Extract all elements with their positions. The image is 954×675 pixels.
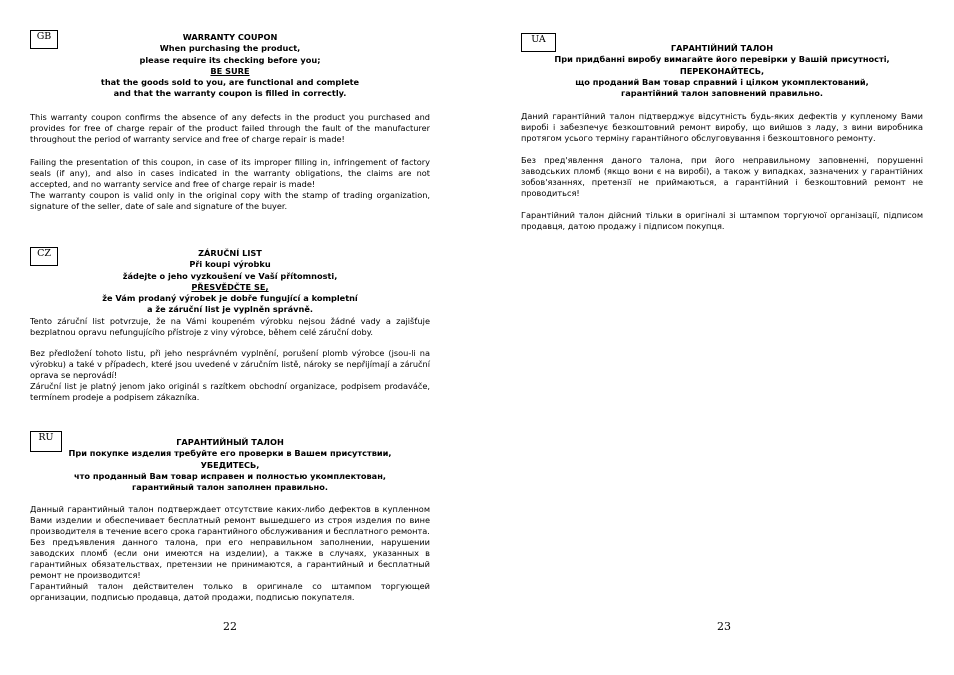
language-code-ru: RU xyxy=(30,431,62,452)
ru-heading-line: При покупке изделия требуйте его проверки в Вашем присутствии, xyxy=(68,448,392,459)
gb-heading-line: that the goods sold to you, are functional and complete xyxy=(100,77,360,88)
gb-heading-line: When purchasing the product, xyxy=(159,43,301,54)
ru-paragraph: Без предъявления данного талона, при его неправильном заполнении, нарушении заводских пломб (если они имеются на изделии), а также в случаях, указанных в гарантийных обязательствах, претензии не принимаются, а гарантийный и бесплатный ремонт не производится! xyxy=(30,537,430,581)
cz-heading xyxy=(30,247,430,316)
gb-title: WARRANTY COUPON xyxy=(182,32,278,42)
section-gb xyxy=(30,30,430,212)
ua-paragraph: Гарантійний талон дійсний тільки в оригіналі зі штампом торгуючої організації, підписом продавця, датою продажу і підписом покупця. xyxy=(521,210,923,232)
cz-heading-line: žádejte o jeho vyzkoušení ve Vaší přítomnosti, xyxy=(122,270,338,281)
cz-heading-line: že Vám prodaný výrobek je dobře fungující a kompletní xyxy=(102,293,358,304)
section-cz xyxy=(30,247,430,403)
gb-paragraph: Failing the presentation of this coupon, in case of its improper filling in, infringement of factory seals (if any), and also in cases indicated in the warranty obligations, the claims are not accepted, and no warranty service and free of charge repair is made! xyxy=(30,156,430,189)
cz-paragraph: Bez předložení tohoto listu, při jeho nesprávném vyplnění, porušení plomb výrobce (jsou-li na výrobku) a také v případech, které jsou uvedené v záručním listě, nároky se nepřijímají a záruční oprava se neprovádí! xyxy=(30,347,430,380)
ua-heading-line: ПЕРЕКОНАЙТЕСЬ, xyxy=(679,65,765,76)
ua-heading-line: При придбанні виробу вимагайте його перевірки у Вашій присутності, xyxy=(554,54,890,65)
gb-heading-line: and that the warranty coupon is filled in correctly. xyxy=(113,88,347,99)
language-code-ua: UA xyxy=(521,33,556,52)
section-ru xyxy=(30,431,430,603)
gb-heading-line: please require its checking before you; xyxy=(139,54,321,65)
ua-paragraph: Без пред'явлення даного талона, при його неправильному заповненні, порушенні заводських пломб (якщо вони є на виробі), а також у випадках, зазначених у гарантійних зобов'язаннях, претензії не приймаються, а гарантійний і безкоштовний ремонт не проводиться! xyxy=(521,155,923,199)
ua-heading-line: гарантійний талон заповнений правильно. xyxy=(621,88,823,99)
cz-heading-emphasis: PŘESVĚDČTE SE, xyxy=(191,281,269,292)
cz-paragraph: Tento záruční list potvrzuje, že na Vámi koupeném výrobku nejsou žádné vady a zajišťuje bezplatnou opravu nefungujícího přístroje z viny výrobce, během celé záruční doby. xyxy=(30,315,430,337)
cz-paragraph: Záruční list je platný jenom jako originál s razítkem obchodní organizace, podpisem prodaváče, termínem prodeje a podpisem zákazníka. xyxy=(30,380,430,402)
ru-heading xyxy=(30,431,430,493)
ru-title: ГАРАНТИЙНЫЙ ТАЛОН xyxy=(176,437,284,447)
gb-paragraph: The warranty coupon is valid only in the original copy with the stamp of trading organization, signature of the seller, date of sale and signature of the buyer. xyxy=(30,189,430,211)
gb-paragraph: This warranty coupon confirms the absence of any defects in the product you purchased and provides for free of charge repair of the product failed through the fault of the manufacturer throughout the period of warranty service and free of charge repair is made! xyxy=(30,111,430,144)
cz-title: ZÁRUČNÍ LIST xyxy=(198,248,262,258)
ua-title: ГАРАНТІЙНИЙ ТАЛОН xyxy=(670,43,774,53)
cz-heading-line: a že záruční list je vyplněn správně. xyxy=(146,304,314,315)
ua-heading-line: що проданий Вам товар справний і цілком укомплектований, xyxy=(575,76,869,87)
ru-paragraph: Гарантийный талон действителен только в оригинале со штампом торгующей организации, подписью продавца, датой продажи, подписью покупателя. xyxy=(30,581,430,603)
ru-heading-line: что проданный Вам товар исправен и полностью укомплектован, xyxy=(74,470,386,481)
ru-paragraph: Данный гарантийный талон подтверждает отсутствие каких-либо дефектов в купленном Вами изделии и обеспечивает бесплатный ремонт вышедшего из строя изделия по вине производителя в течение всего срока гарантийного обслуживания и бесплатного ремонта. xyxy=(30,504,430,537)
gb-heading xyxy=(30,30,430,100)
ru-heading-line: гарантийный талон заполнен правильно. xyxy=(132,482,328,493)
page-number-right: 23 xyxy=(717,620,731,633)
gb-heading-emphasis: BE SURE xyxy=(210,65,250,76)
language-code-cz: CZ xyxy=(30,247,58,266)
ru-heading-line: УБЕДИТЕСЬ, xyxy=(200,459,260,470)
cz-heading-line: Při koupi výrobku xyxy=(189,259,271,270)
ua-heading xyxy=(521,33,923,99)
language-code-gb: GB xyxy=(30,30,58,49)
page-number-left: 22 xyxy=(223,620,237,633)
ua-paragraph: Даний гарантійний талон підтверджує відсутність будь-яких дефектів у купленому Вами виробі і забезпечує безкоштовний ремонт виробу, що вийшов з ладу, з вини виробника протягом усього терміну гарантійного обслуговування і безкоштовного ремонту. xyxy=(521,111,923,144)
section-ua xyxy=(521,33,923,232)
